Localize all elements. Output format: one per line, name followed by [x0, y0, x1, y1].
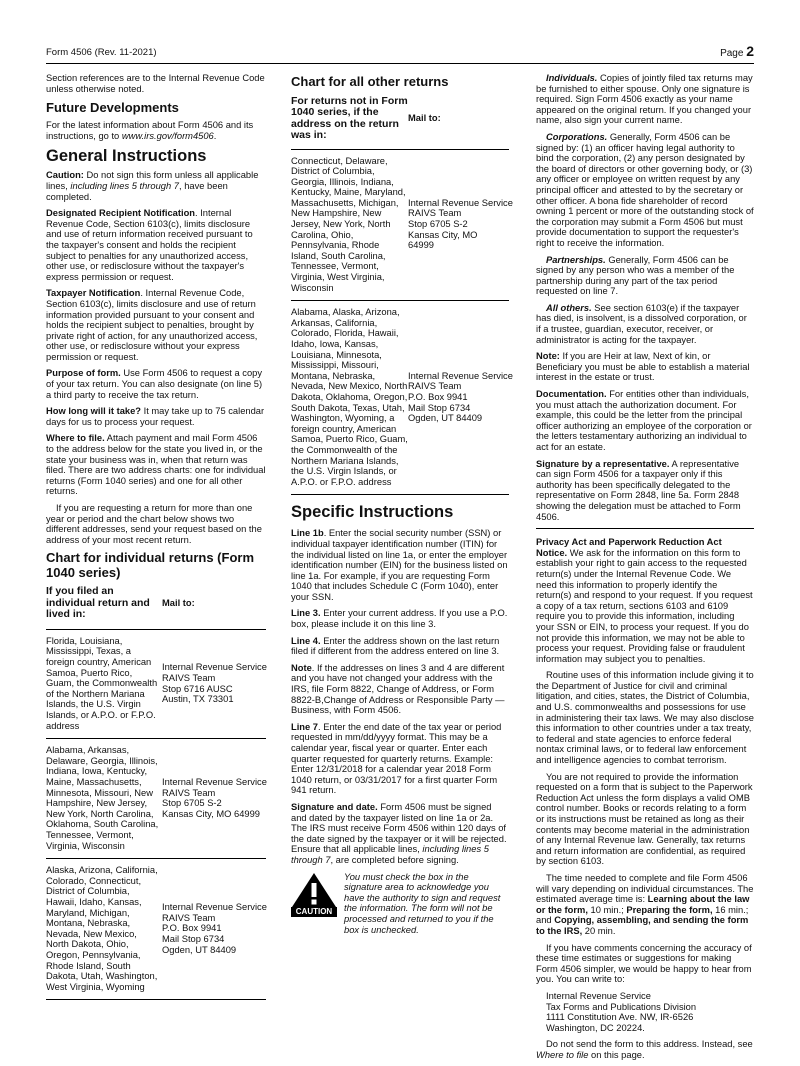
documentation-paragraph: Documentation. For entities other than individuals, you must attach the authorization document. For example, this could be the letter from the principal officer authorizing an employee of the corporation or the letters testamentary authorizing an individual to act for an estate.: [536, 389, 752, 452]
state-list: Alabama, Alaska, Arizona, Arkansas, California, Colorado, Florida, Hawaii, Idaho, Iowa, Kansas, Louisiana, Minnesota, Mississippi, Missouri, Montana, Nebraska, Nevada, New Mexico, North Dakota, Oklahoma, Oregon, South Dakota, Texas, Utah, Washington, Wyoming, a foreign country, American Samoa, Puerto Rico, Guam, the Commonwealth of the Northern Mariana Islands, the U.S. Virgin Islands, or A.P.O. or F.P.O. address: [291, 307, 408, 487]
other-chart-title: Chart for all other returns: [291, 74, 449, 89]
column-3: [536, 73, 754, 1066]
section-references: Section references are to the Internal Revenue Code unless otherwise noted.: [46, 73, 265, 94]
how-long-paragraph: How long will it take? It may take up to 75 calendar days for us to process your request.: [46, 406, 265, 427]
caution-icon: [291, 872, 337, 936]
individuals-paragraph: Individuals. Copies of jointly filed tax returns may be furnished to either spouse. Only one signature is required. Sign Form 4506 exactly as your name appeared on the original return. If you changed your name, also sign your current name.: [536, 73, 753, 126]
do-not-send-paragraph: Do not send the form to this address. Instead, see Where to file on this page.: [536, 1039, 753, 1060]
individual-chart-header-mail: Mail to:: [162, 598, 195, 609]
mail-address: Internal Revenue Service RAIVS Team Stop 6716 AUSC Austin, TX 73301: [162, 662, 267, 705]
specific-instructions-heading: Specific Instructions: [291, 503, 454, 522]
caution-paragraph: Caution: Do not sign this form unless all applicable lines, including lines 5 through 7, have been completed.: [46, 170, 259, 202]
routine-uses-paragraph: Routine uses of this information include giving it to the Department of Justice for civil and criminal litigation, and cities, states, the District of Columbia, and U.S. commonwealths and possessions for use in administering their tax laws. We may also disclose this information to other countries under a tax treaty, to federal and state agencies to enforce federal nontax criminal laws, or to federal law enforcement and intelligence agencies to combat terrorism.: [536, 670, 754, 766]
mail-address: Internal Revenue Service RAIVS Team P.O. Box 9941 Mail Stop 6734 Ogden, UT 84409: [408, 370, 513, 424]
page-header: [46, 43, 754, 62]
corporations-paragraph: Corporations. Generally, Form 4506 can be signed by: (1) an officer having legal authority to bind the corporation, (2) any person designated by the board of directors or other governing body, or (3) any officer or employee on written request by any principal officer and attested to by the secretary or other officer. A bona fide shareholder of record owning 1 percent or more of the outstanding stock of the corporation may submit a Form 4506 but must provide documentation to support the requester's right to receive the information.: [536, 131, 754, 248]
table-row: [46, 630, 266, 739]
line-4-paragraph: Line 4. Enter the address shown on the last return filed if different from the address entered on line 3.: [291, 635, 500, 657]
form4506-link[interactable]: www.irs.gov/form4506: [121, 130, 214, 141]
designated-recipient-paragraph: Designated Recipient Notification. Internal Revenue Code, Section 6103(c), limits disclosure and use of return information received pursuant to the taxpayer's consent and holds the recipient subject to penalties for any unauthorized access, other use, or redisclosure without the taxpayer's express permission or request.: [46, 208, 253, 282]
heir-note-paragraph: Note: If you are Heir at law, Next of kin, or Beneficiary you must be able to establish a material interest in the estate or trust.: [536, 351, 750, 383]
privacy-paragraph: Privacy Act and Paperwork Reduction Act Notice. We ask for the information on this form to establish your right to gain access to the requested return(s) under the Internal Revenue Code. We need this information to properly identify the return(s) and respond to your request. If you request a copy of a tax return, sections 6103 and 6109 require you to provide this information, including your SSN or EIN, to process your request. If you do not provide this information, we may not be able to process your request. Providing false or fraudulent information may subject you to penalties.: [536, 537, 753, 664]
line-7-paragraph: Line 7. Enter the end date of the tax year or period requested in mm/dd/yyyy format. This may be a calendar year, fiscal year or quarter. Enter each quarter requested for quarterly returns. Example: Enter 12/31/2018 for a calendar year 2018 Form 1040 return, or 03/31/2017 for a first quarter Form 941 return.: [291, 721, 502, 796]
general-instructions-heading: General Instructions: [46, 147, 207, 166]
future-developments-text: For the latest information about Form 4506 and its instructions, go to www.irs.gov/form4506.: [46, 120, 254, 141]
state-list: Alabama, Arkansas, Delaware, Georgia, Illinois, Indiana, Iowa, Kentucky, Maine, Massachusetts, Minnesota, Missouri, New Hampshire, New Jersey, New York, North Carolina, Oklahoma, South Carolina, Tennessee, Vermont, Virginia, Wisconsin: [46, 745, 159, 851]
time-estimate-paragraph: The time needed to complete and file Form 4506 will vary depending on individual circumstances. The estimated average time is: Learning about the law or the form, 10 min.; Preparing the form, 16 min.; and Copying, assembling, and sending the form to the IRS, 20 min.: [536, 872, 754, 936]
individual-chart-header-state: If you filed an individual return and lived in:: [46, 585, 150, 621]
comments-paragraph: If you have comments concerning the accuracy of these time estimates or suggestions for making Form 4506 simpler, we would be happy to hear from you. You can write to:: [536, 942, 752, 985]
header-rule: [46, 63, 754, 64]
line-3-paragraph: Line 3. Enter your current address. If you use a P.O. box, please include it on this line 3.: [291, 608, 508, 630]
table-row: [46, 739, 266, 859]
purpose-paragraph: Purpose of form. Use Form 4506 to request a copy of your tax return. You can also designate (on line 5) a third party to receive the tax return.: [46, 368, 263, 400]
caution-label: CAUTION: [291, 907, 337, 917]
mail-address: Internal Revenue Service RAIVS Team Stop 6705 S-2 Kansas City, MO 64999: [408, 197, 513, 251]
other-chart-header-mail: Mail to:: [408, 113, 441, 124]
signature-paragraph: Signature and date. Form 4506 must be signed and dated by the taxpayer listed on line 1a or 2a. The IRS must receive Form 4506 within 120 days of the date signed by the taxpayer or it will be rejected. Ensure that all applicable lines, including lines 5 through 7, are completed before signing.: [291, 801, 507, 865]
mail-address: Internal Revenue Service RAIVS Team P.O. Box 9941 Mail Stop 6734 Ogden, UT 84409: [162, 902, 267, 955]
state-list: Connecticut, Delaware, District of Columbia, Georgia, Illinois, Indiana, Kentucky, Maine, Maryland, Massachusetts, Michigan, New Hampshire, New Jersey, New York, North Carolina, Ohio, Pennsylvania, Rhode Island, South Carolina, Tennessee, Vermont, Virginia, West Virginia, Wisconsin: [291, 155, 406, 293]
caution-text: You must check the box in the signature area to acknowledge you have the authority to sign and request the information. The form will not be processed and returned to you if the box is unchecked.: [344, 871, 501, 935]
form-label: Form 4506 (Rev. 11-2021): [46, 47, 157, 58]
not-required-paragraph: You are not required to provide the information requested on a form that is subject to the Paperwork Reduction Act unless the form displays a valid OMB control number. Books or records relating to a form or its instructions must be retained as long as their contents may become material in the administration of any Internal Revenue law. Generally, tax returns and return information are confidential, as required by section 6103.: [536, 771, 753, 867]
individual-chart-header: [46, 584, 266, 630]
partnerships-paragraph: Partnerships. Generally, Form 4506 can be signed by any person who was a member of the partnership during any part of the tax period requested on line 7.: [536, 254, 735, 297]
other-chart-header: [291, 94, 509, 150]
where-to-file-paragraph: Where to file. Attach payment and mail Form 4506 to the address below for the state you lived in, or the state your business was in, when that return was filed. There are two address charts: one for individual returns (Form 1040 series) and one for all other returns.: [46, 433, 266, 497]
individual-chart-title: Chart for individual returns (Form 1040 series): [46, 550, 255, 580]
caution-box: [291, 872, 509, 936]
page-number: Page 2: [720, 43, 754, 59]
all-others-paragraph: All others. See section 6103(e) if the taxpayer has died, is insolvent, is a dissolved corporation, or if a trustee, guardian, executor, receiver, or administrator is acting for the taxpayer.: [536, 302, 747, 345]
representative-paragraph: Signature by a representative. A representative can sign Form 4506 for a taxpayer only if this authority has been specifically delegated to the representative on Form 2848, line 5a. Form 2848 showing the delegation must be attached to Form 4506.: [536, 458, 741, 522]
irs-address: Internal Revenue Service Tax Forms and Publications Division 1111 Constitution Ave. NW, IR-6526 Washington, DC 20224.: [546, 990, 697, 1033]
column-1: [46, 73, 266, 1000]
future-developments-heading: Future Developments: [46, 100, 179, 116]
column-2: [291, 73, 513, 935]
table-row: [291, 150, 513, 302]
note-paragraph: Note. If the addresses on lines 3 and 4 are different and you have not changed your address with the IRS, file Form 8822, Change of Address, or Form 8822-B,Change of Address or Responsible Party — Business, with Form 4506.: [291, 662, 505, 716]
multiple-years-paragraph: If you are requesting a return for more than one year or period and the chart below shows two different addresses, send your request based on the address of your most recent return.: [46, 503, 262, 545]
other-chart-header-state: For returns not in Form 1040 series, if the address on the return was in:: [291, 94, 408, 141]
state-list: Florida, Louisiana, Mississippi, Texas, a foreign country, American Samoa, Puerto Rico, Guam, the Commonwealth of the Northern Mariana Islands, the U.S. Virgin Islands, or A.P.O. or F.P.O. address: [46, 635, 158, 731]
section-divider: [536, 528, 754, 529]
mail-address: Internal Revenue Service RAIVS Team Stop 6705 S-2 Kansas City, MO 64999: [162, 777, 267, 819]
taxpayer-notification-paragraph: Taxpayer Notification. Internal Revenue Code, Section 6103(c), limits disclosure and use of return information provided pursuant to your consent and holds the recipient subject to penalties, brought by private right of action, for any unauthorized access, other use, or redisclosure without your express permission or request.: [46, 288, 258, 362]
state-list: Alaska, Arizona, California, Colorado, Connecticut, District of Columbia, Hawaii, Idaho, Kansas, Maryland, Michigan, Montana, Nebraska, Nevada, New Mexico, North Dakota, Ohio, Oregon, Pennsylvania, Rhode Island, South Dakota, Utah, Washington, West Virginia, Wyoming: [46, 865, 158, 992]
line-1b-paragraph: Line 1b. Enter the social security number (SSN) or individual taxpayer identification number (ITIN) for the individual listed on line 1a, or enter the employer identification number (EIN) for the business listed on line 1a. For example, if you are requesting Form 1040 that includes Schedule C (Form 1040), enter your SSN.: [291, 528, 508, 602]
table-row: [291, 301, 513, 495]
table-row: [46, 859, 266, 1000]
